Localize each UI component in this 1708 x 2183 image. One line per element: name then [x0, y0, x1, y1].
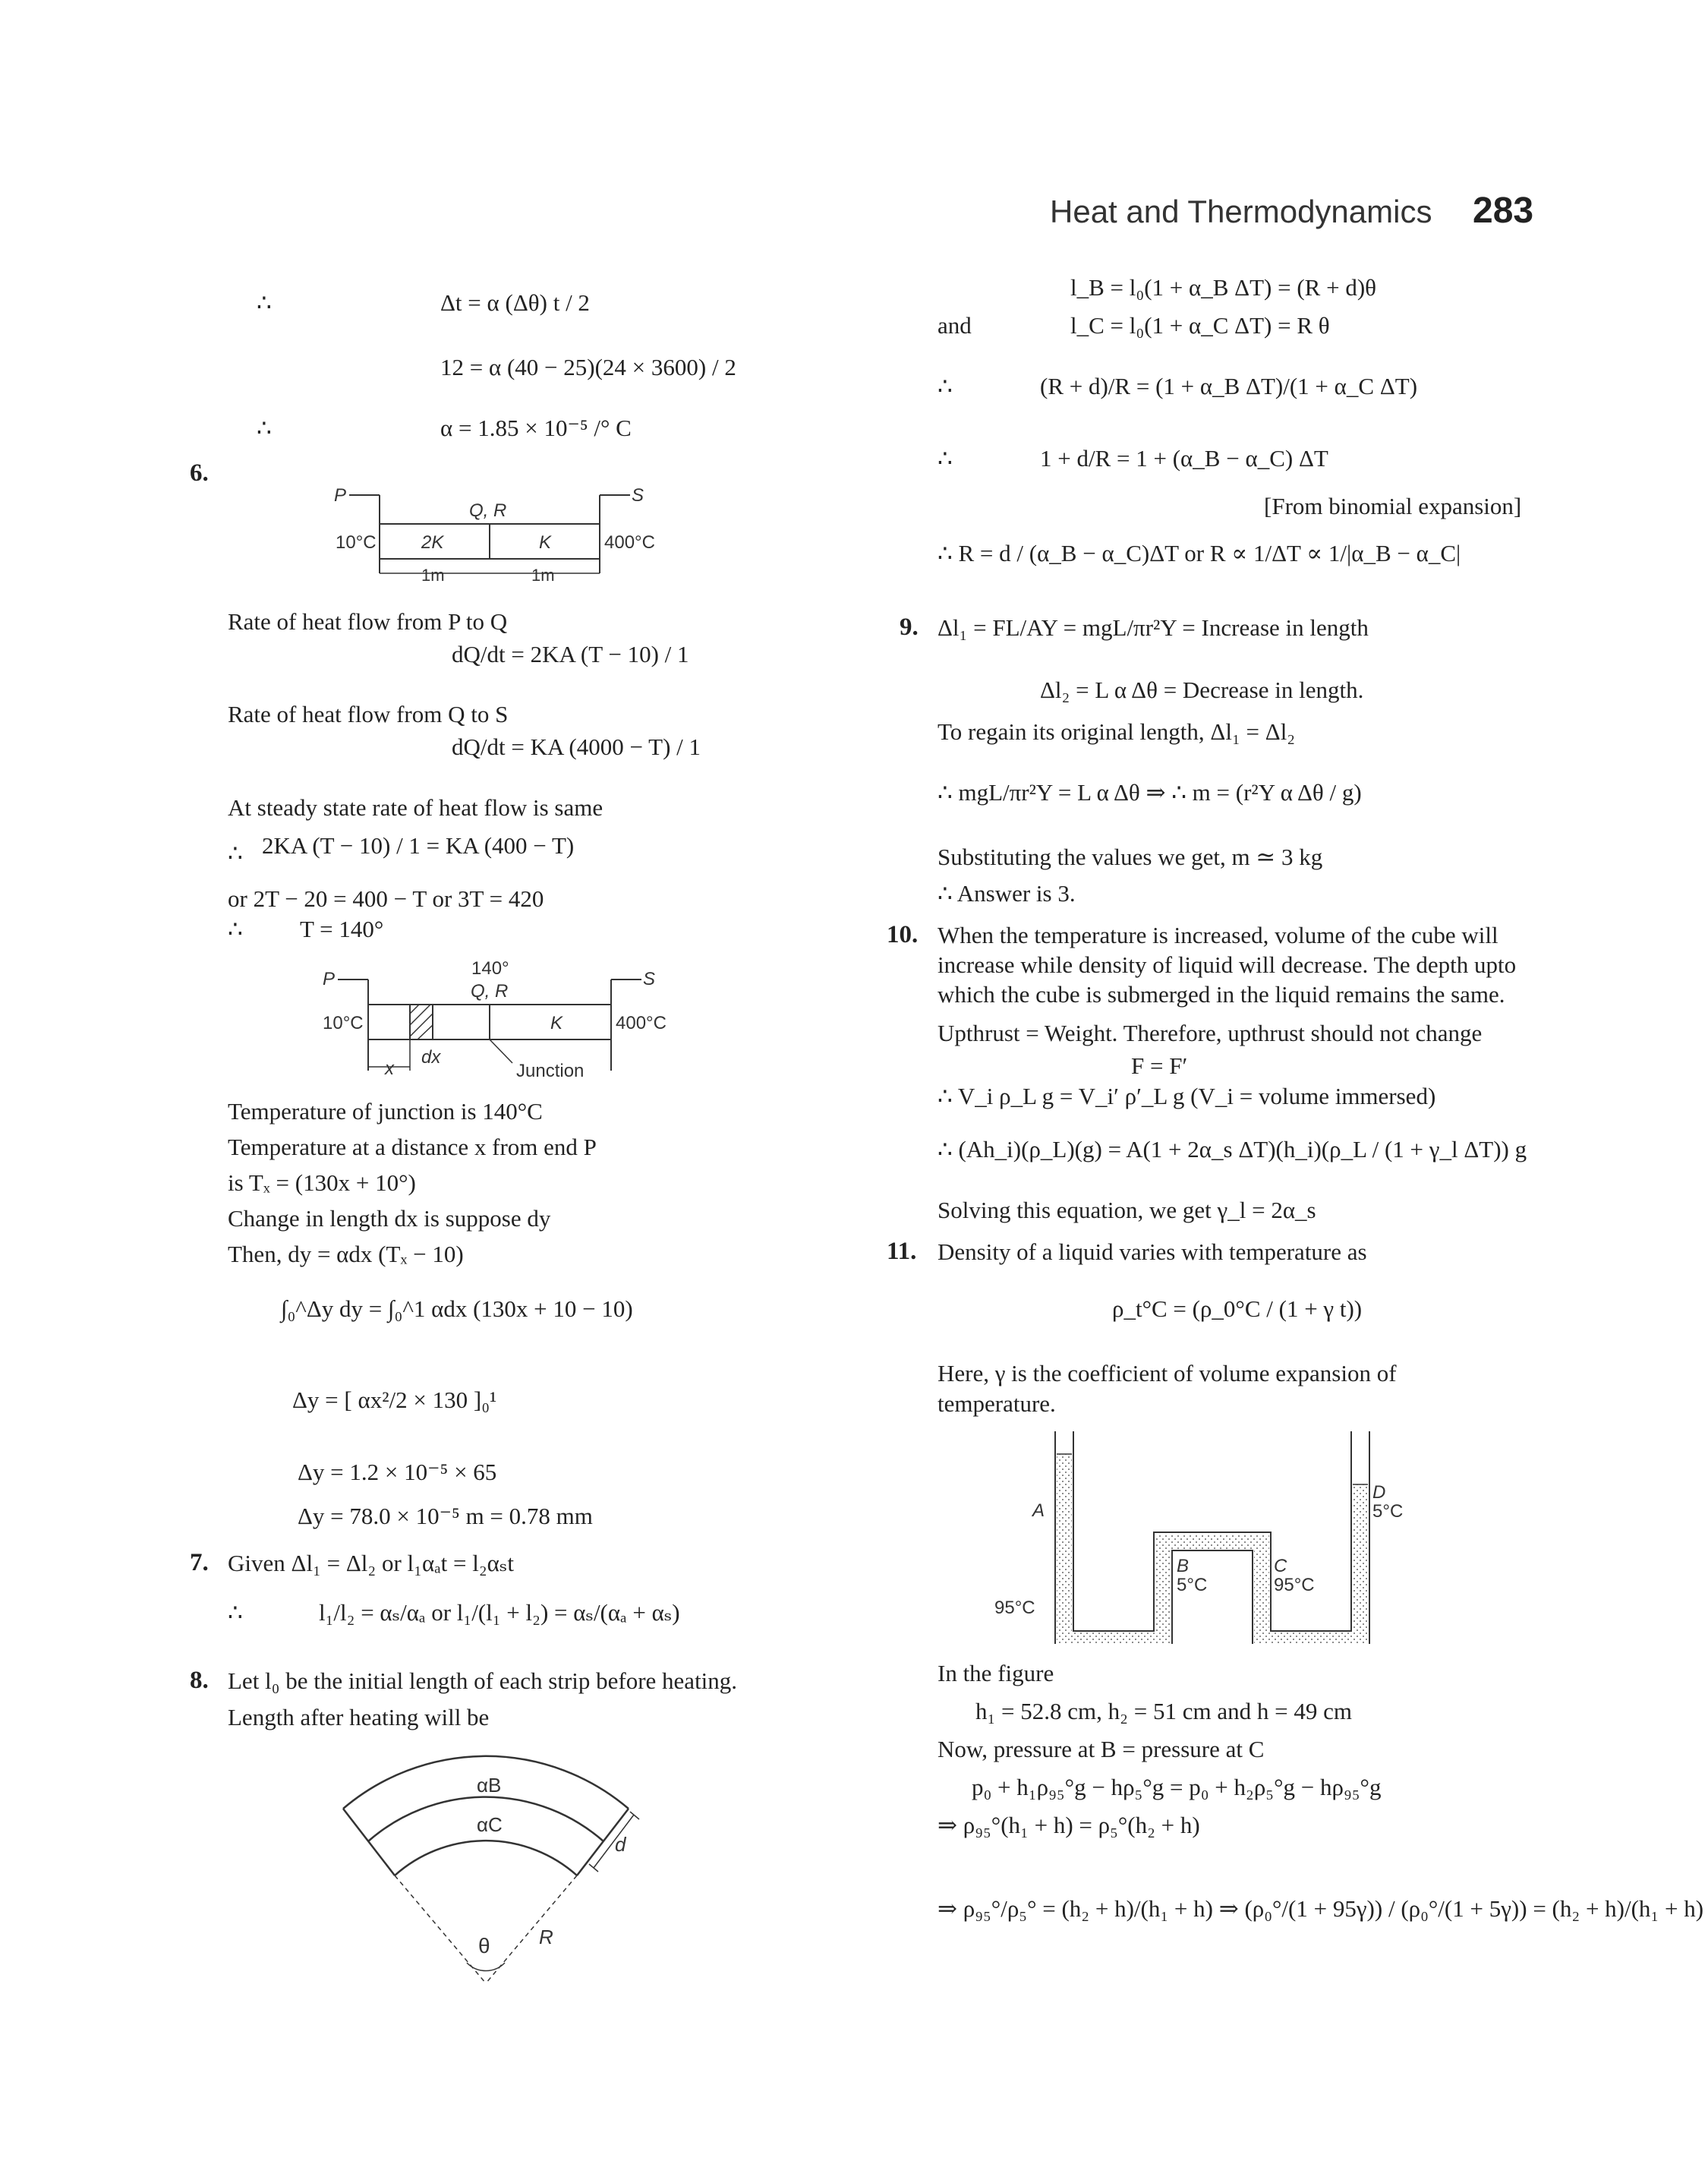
conductivity-k: K: [539, 532, 552, 553]
label-s: S: [643, 969, 656, 989]
therefore-symbol: ∴: [257, 289, 272, 316]
equation-line: Δy = [ αx²/2 × 130 ]₀¹: [292, 1386, 497, 1413]
equation-line: ∴ R = d / (α_B − α_C)ΔT or R ∝ 1/ΔT ∝ 1/|α_B − α_C|: [938, 540, 1461, 566]
equation-line: T = 140°: [300, 916, 384, 942]
text-line: which the cube is submerged in the liquid remains the same.: [938, 981, 1505, 1008]
equation-line: l₁/l₂ = αₛ/αₐ or l₁/(l₁ + l₂) = αₛ/(αₐ + αₛ): [319, 1599, 680, 1626]
temp-right: 400°C: [604, 532, 655, 553]
text-line: is Tₓ = (130x + 10°): [228, 1169, 416, 1196]
temp-right: 400°C: [616, 1013, 666, 1033]
radius-label: R: [539, 1926, 553, 1948]
temp-d: 5°C: [1372, 1501, 1404, 1522]
therefore-symbol: ∴: [938, 445, 953, 472]
equation-line: ρ_t°C = (ρ_0°C / (1 + γ t)): [1112, 1295, 1363, 1322]
equation-line: 1 + d/R = 1 + (α_B − α_C) ΔT: [1040, 445, 1328, 472]
label-p: P: [334, 485, 347, 506]
length-2: 1m: [531, 566, 555, 585]
equation-line: Δl₂ = L α Δθ = Decrease in length.: [1040, 677, 1364, 703]
text-line: Change in length dx is suppose dy: [228, 1205, 551, 1232]
equation-line: dQ/dt = KA (4000 − T) / 1: [452, 733, 701, 760]
thickness-label: d: [615, 1833, 626, 1856]
therefore-symbol: ∴: [228, 1599, 243, 1626]
therefore-symbol: ∴: [228, 840, 243, 866]
rod-figure-1: [326, 478, 676, 592]
question-number: 7.: [190, 1549, 209, 1576]
question-number: 6.: [190, 459, 209, 487]
label-c: C: [1274, 1556, 1287, 1576]
equation-line: l_B = l₀(1 + α_B ΔT) = (R + d)θ: [1070, 274, 1376, 301]
question-number: 11.: [887, 1238, 917, 1265]
equation-line: F = F′: [1131, 1052, 1188, 1079]
bimetallic-strip-figure: [326, 1739, 676, 1989]
text-line: Let l₀ be the initial length of each strip before heating.: [228, 1667, 738, 1694]
temp-c: 95°C: [1274, 1575, 1315, 1595]
conductivity-2k: 2K: [421, 532, 444, 553]
label-qr: Q, R: [471, 981, 509, 1002]
text-line: increase while density of liquid will decrease. The depth upto: [938, 951, 1517, 978]
equation-line: 12 = α (40 − 25)(24 × 3600) / 2: [440, 354, 736, 380]
label-dx: dx: [421, 1047, 441, 1068]
text-line: Temperature of junction is 140°C: [228, 1098, 543, 1125]
label-a: A: [1032, 1500, 1045, 1521]
temp-mid: 140°: [471, 958, 509, 979]
therefore-symbol: ∴: [228, 916, 243, 942]
text-line: Density of a liquid varies with temperature as: [938, 1238, 1367, 1265]
therefore-symbol: ∴: [938, 373, 953, 399]
label-p: P: [323, 969, 336, 989]
conductivity-k: K: [550, 1013, 563, 1033]
label-s: S: [632, 485, 644, 506]
equation-line: Δl₁ = FL/AY = mgL/πr²Y = Increase in length: [938, 614, 1369, 641]
text-line: Temperature at a distance x from end P: [228, 1134, 597, 1160]
length-1: 1m: [421, 566, 445, 585]
equation-line: p₀ + h₁ρ₉₅°g − hρ₅°g = p₀ + h₂ρ₅°g − hρ₉₅°g: [972, 1774, 1382, 1800]
u-tube-figure: [994, 1431, 1420, 1644]
equation-line: ∴ (Ah_i)(ρ_L)(g) = A(1 + 2α_s ΔT)(h_i)(ρ_L / (1 + γ_l ΔT)) g: [938, 1136, 1527, 1162]
equation-line: l_C = l₀(1 + α_C ΔT) = R θ: [1070, 312, 1330, 339]
rod-figure-2: [315, 953, 679, 1086]
text-line: [From binomial expansion]: [1264, 493, 1522, 519]
text-line: and: [938, 312, 972, 339]
text-line: Here, γ is the coefficient of volume expansion of: [938, 1360, 1397, 1386]
therefore-symbol: ∴: [257, 415, 272, 441]
text-line: Now, pressure at B = pressure at C: [938, 1736, 1265, 1762]
text-line: Rate of heat flow from P to Q: [228, 608, 508, 635]
equation-line: h₁ = 52.8 cm, h₂ = 51 cm and h = 49 cm: [975, 1698, 1352, 1724]
equation-line: ⇒ ρ₉₅°(h₁ + h) = ρ₅°(h₂ + h): [938, 1812, 1200, 1838]
text-line: temperature.: [938, 1390, 1056, 1417]
text-line: Solving this equation, we get γ_l = 2α_s: [938, 1197, 1316, 1223]
temp-left: 10°C: [323, 1013, 364, 1033]
equation-line: Δy = 78.0 × 10⁻⁵ m = 0.78 mm: [298, 1503, 593, 1529]
equation-line: (R + d)/R = (1 + α_B ΔT)/(1 + α_C ΔT): [1040, 373, 1418, 399]
running-header-title: Heat and Thermodynamics: [1050, 194, 1432, 229]
text-line: ∴ Answer is 3.: [938, 880, 1076, 907]
label-b: B: [1177, 1556, 1190, 1576]
page-number: 283: [1473, 191, 1534, 231]
angle-label: θ: [478, 1934, 490, 1957]
equation-line: 2KA (T − 10) / 1 = KA (400 − T): [262, 832, 575, 859]
question-number: 10.: [887, 921, 919, 948]
text-line: At steady state rate of heat flow is same: [228, 794, 603, 821]
equation-line: Δt = α (Δθ) t / 2: [440, 289, 590, 316]
temp-a: 95°C: [994, 1598, 1035, 1618]
equation-line: ∴ mgL/πr²Y = L α Δθ ⇒ ∴ m = (r²Y α Δθ / g): [938, 779, 1362, 806]
alpha-c-label: αC: [477, 1813, 503, 1836]
equation-line: Given Δl₁ = Δl₂ or l₁αₐt = l₂αₛt: [228, 1550, 514, 1576]
label-d: D: [1372, 1482, 1386, 1503]
equation-line: ∴ V_i ρ_L g = V_i′ ρ′_L g (V_i = volume immersed): [938, 1083, 1436, 1109]
text-line: To regain its original length, Δl₁ = Δl₂: [938, 718, 1296, 745]
equation-line: α = 1.85 × 10⁻⁵ /° C: [440, 415, 632, 441]
temp-b: 5°C: [1177, 1575, 1208, 1595]
question-number: 9.: [900, 614, 919, 641]
label-junction: Junction: [516, 1061, 585, 1081]
label-qr: Q, R: [469, 500, 507, 521]
text-line: Length after heating will be: [228, 1704, 490, 1730]
text-line: In the figure: [938, 1660, 1054, 1686]
text-line: Upthrust = Weight. Therefore, upthrust should not change: [938, 1020, 1483, 1046]
equation-line: or 2T − 20 = 400 − T or 3T = 420: [228, 885, 544, 912]
text-line: Rate of heat flow from Q to S: [228, 701, 509, 727]
question-number: 8.: [190, 1667, 209, 1694]
equation-line: Δy = 1.2 × 10⁻⁵ × 65: [298, 1459, 497, 1485]
equation-line: ⇒ ρ₉₅°/ρ₅° = (h₂ + h)/(h₁ + h) ⇒ (ρ₀°/(1 + 95γ)) / (ρ₀°/(1 + 5γ)) = (h₂ + h)/(h₁ + h): [938, 1895, 1704, 1922]
equation-line: ∫₀^Δy dy = ∫₀^1 αdx (130x + 10 − 10): [281, 1295, 633, 1322]
alpha-b-label: αB: [477, 1774, 502, 1797]
text-line: When the temperature is increased, volume of the cube will: [938, 922, 1498, 948]
label-x: x: [385, 1058, 394, 1079]
temp-left: 10°C: [336, 532, 377, 553]
equation-line: dQ/dt = 2KA (T − 10) / 1: [452, 641, 689, 667]
text-line: Then, dy = αdx (Tₓ − 10): [228, 1241, 464, 1267]
text-line: Substituting the values we get, m ≃ 3 kg: [938, 844, 1323, 870]
